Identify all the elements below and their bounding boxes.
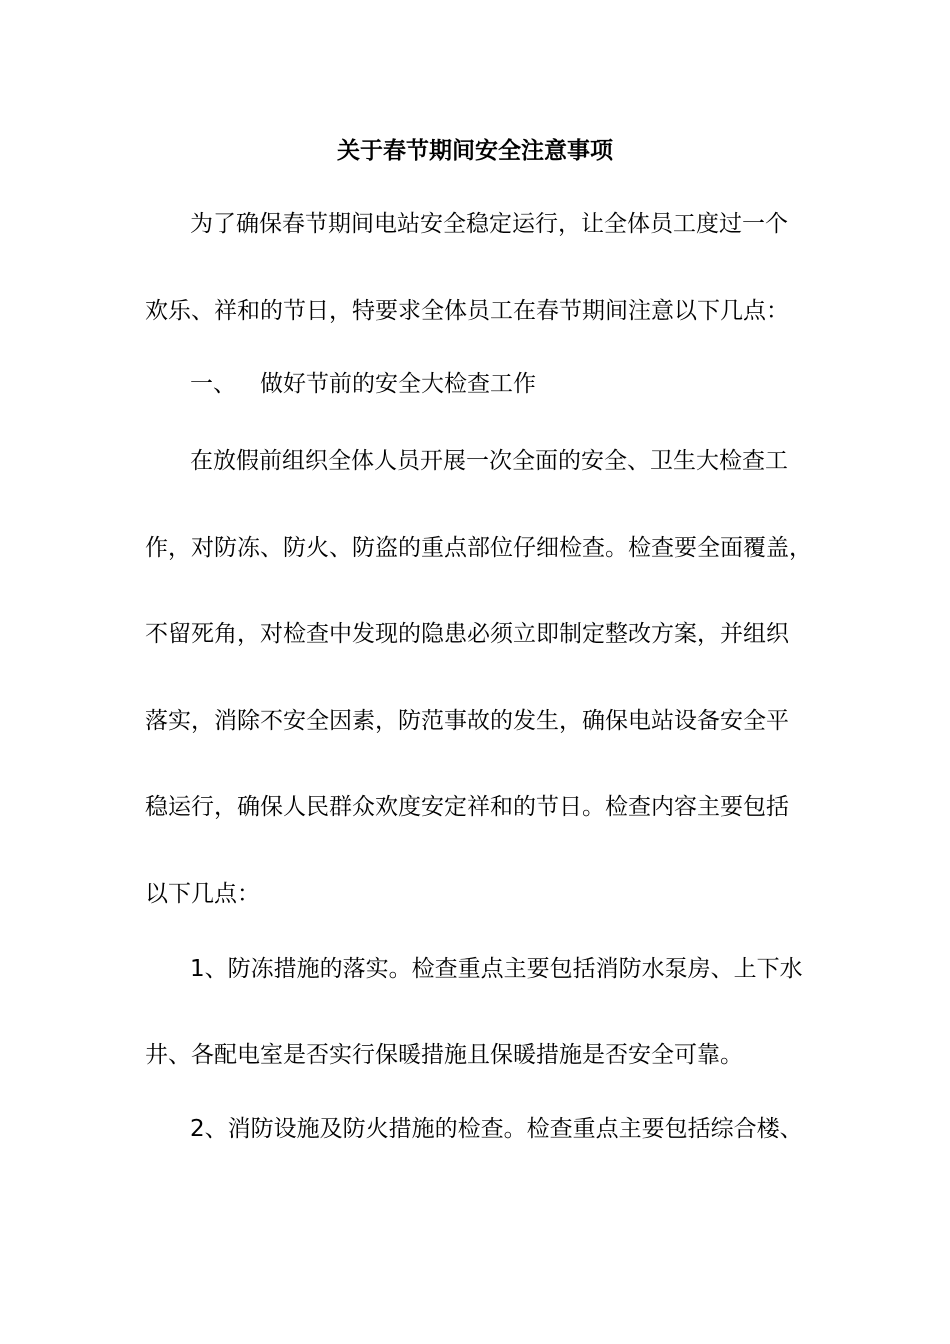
section-1-line-5: 稳运行，确保人民群众欢度安定祥和的节日。检查内容主要包括	[145, 794, 789, 820]
intro-line-2: 欢乐、祥和的节日，特要求全体员工在春节期间注意以下几点：	[145, 298, 789, 324]
section-1-line-6: 以下几点：	[145, 881, 260, 907]
section-1-line-3: 不留死角，对检查中发现的隐患必须立即制定整改方案，并组织	[145, 621, 789, 647]
item-1-line-1: 1、防冻措施的落实。检查重点主要包括消防水泵房、上下水	[190, 956, 803, 982]
intro-line-1: 为了确保春节期间电站安全稳定运行，让全体员工度过一个	[190, 211, 788, 237]
section-1-heading: 做好节前的安全大检查工作	[260, 371, 536, 397]
section-1-line-2: 作，对防冻、防火、防盗的重点部位仔细检查。检查要全面覆盖，	[145, 535, 812, 561]
section-1-line-1: 在放假前组织全体人员开展一次全面的安全、卫生大检查工	[190, 448, 788, 474]
section-1-number: 一、	[190, 371, 236, 397]
document-title: 关于春节期间安全注意事项	[337, 138, 613, 164]
item-2-line-1: 2、消防设施及防火措施的检查。检查重点主要包括综合楼、	[190, 1116, 803, 1142]
section-1-line-4: 落实，消除不安全因素，防范事故的发生，确保电站设备安全平	[145, 708, 789, 734]
item-1-line-2: 井、各配电室是否实行保暖措施且保暖措施是否安全可靠。	[145, 1042, 743, 1068]
